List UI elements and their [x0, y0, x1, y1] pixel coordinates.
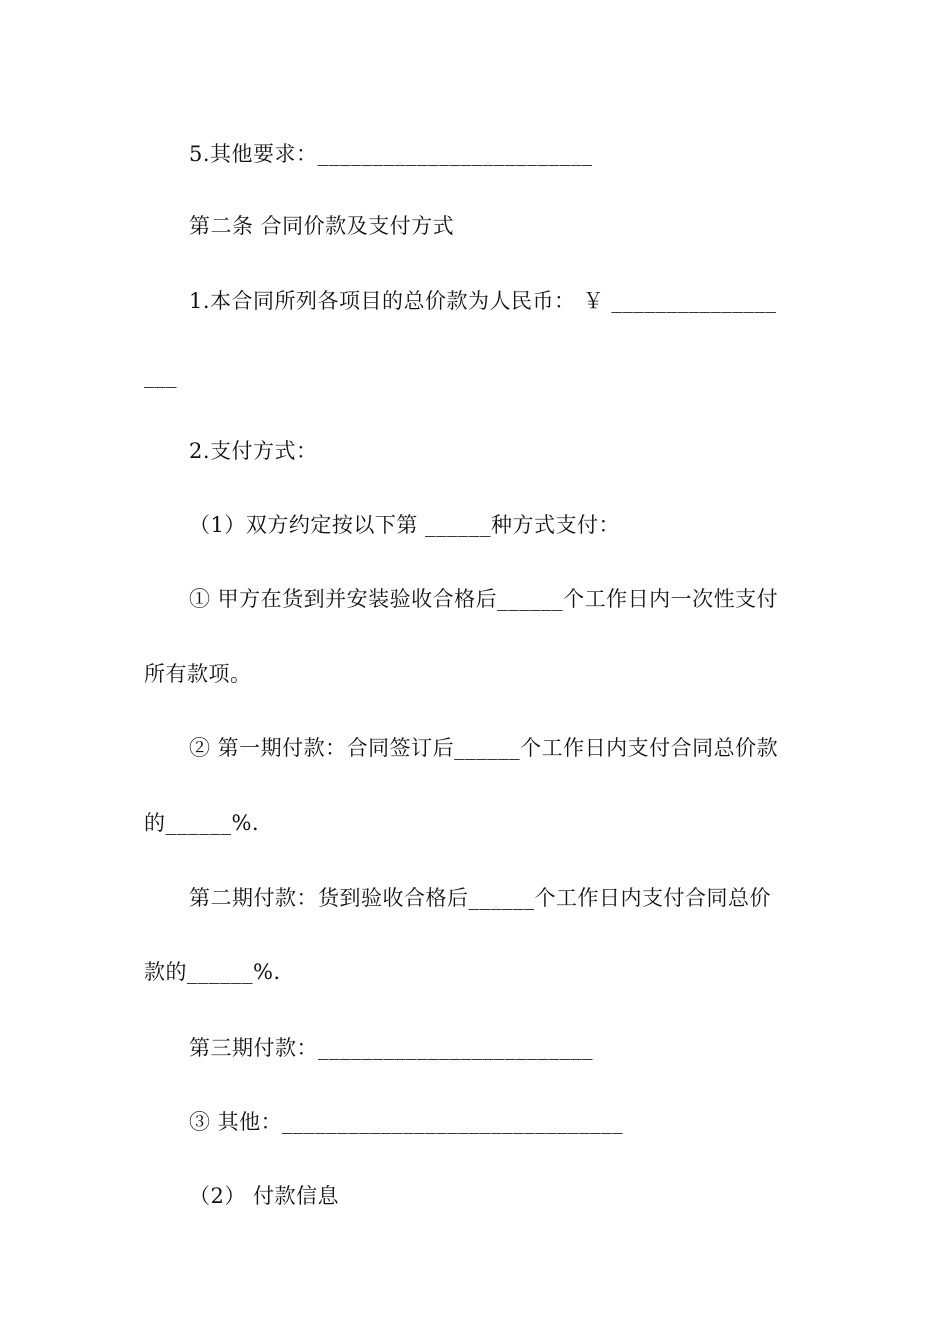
second-installment: 第二期付款：货到验收合格后______个工作日内支付合同总价 — [189, 886, 771, 910]
item-1-agreed-method: （1）双方约定按以下第 ______种方式支付： — [189, 513, 621, 537]
clause-5-other-requirements: 5.其他要求：_________________________ — [189, 142, 593, 166]
option-1-lump-sum-continued: 所有款项。 — [144, 662, 252, 686]
option-1-lump-sum: ① 甲方在货到并安装验收合格后______个工作日内一次性支付 — [189, 587, 779, 611]
item-2-payment-info: （2） 付款信息 — [189, 1184, 340, 1208]
second-installment-continued: 款的______%． — [144, 960, 295, 984]
clause-1-total-price-continued: ___ — [144, 364, 177, 388]
option-2-first-installment-continued: 的______%． — [144, 811, 274, 835]
clause-2-payment-method: 2.支付方式： — [189, 439, 318, 463]
option-2-first-installment: ② 第一期付款：合同签订后______个工作日内支付合同总价款 — [189, 736, 779, 760]
article-2-heading: 第二条 合同价款及支付方式 — [189, 214, 455, 238]
third-installment: 第三期付款：_________________________ — [189, 1036, 593, 1060]
clause-1-total-price: 1.本合同所列各项目的总价款为人民币： ￥ _______________ — [189, 289, 777, 313]
option-3-other: ③ 其他：_______________________________ — [189, 1110, 624, 1134]
